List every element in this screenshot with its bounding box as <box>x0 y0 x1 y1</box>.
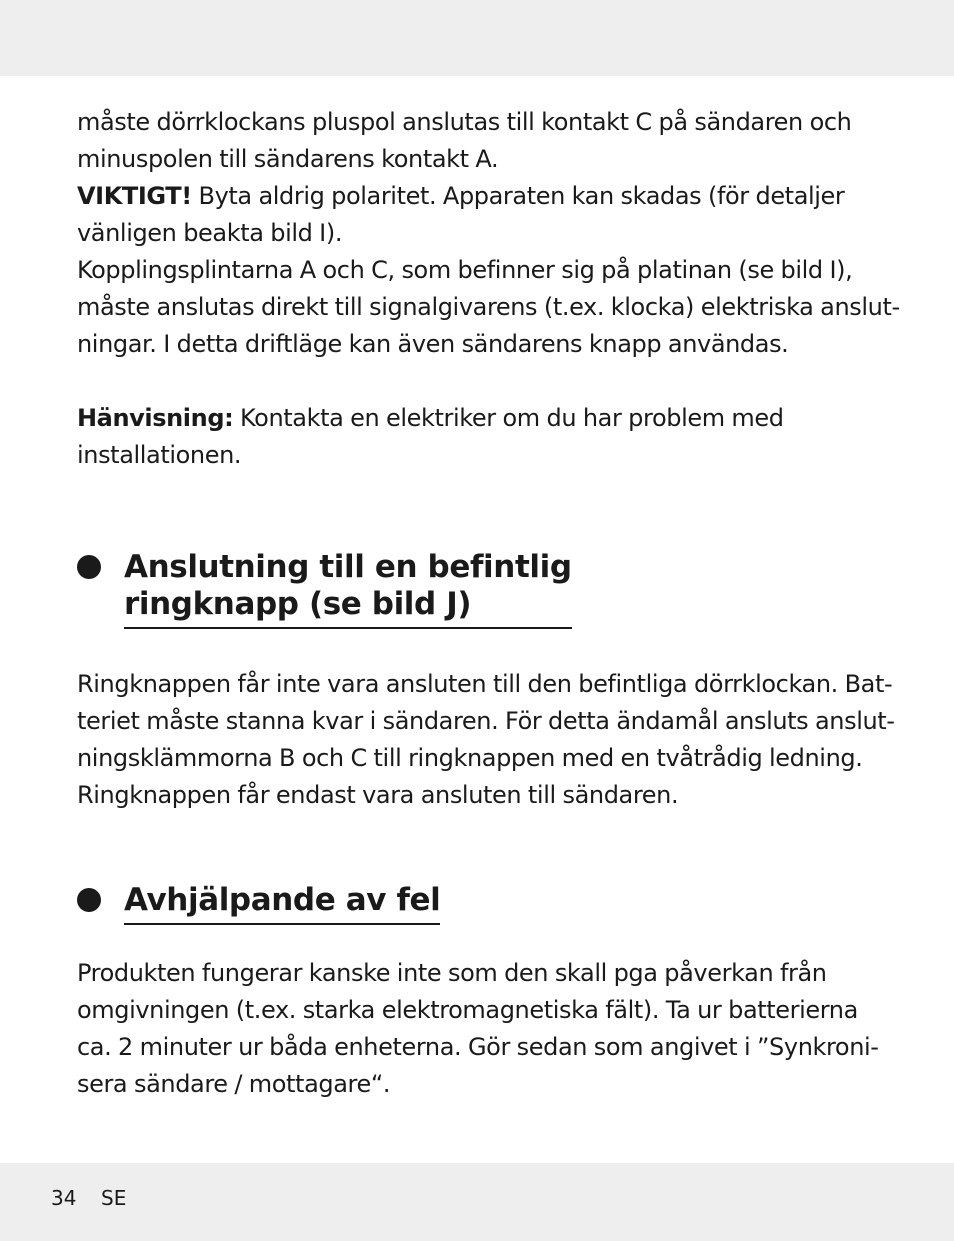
page-content <box>77 104 900 1103</box>
text-line: Ringknappen får inte vara ansluten till den befintliga dörrklockan. Bat- <box>77 670 893 698</box>
spacer <box>77 925 897 955</box>
text-line: ningar. I detta driftläge kan även sändarens knapp användas. <box>77 330 789 358</box>
text-line: omgivningen (t.ex. starka elektromagnetiska fält). Ta ur batterierna <box>77 996 858 1024</box>
page-number: 34 <box>51 1186 77 1210</box>
header-band <box>0 0 954 76</box>
text-line: måste dörrklockans pluspol anslutas till kontakt C på sändaren och <box>77 108 852 136</box>
text-line: Kopplingsplintarna A och C, som befinner sig på platinan (se bild I), <box>77 256 853 284</box>
section-heading <box>124 549 572 629</box>
heading-line: Anslutning till en befintlig <box>124 549 572 585</box>
text-line: vänligen beakta bild I). <box>77 219 343 247</box>
text-line: minuspolen till sändarens kontakt A. <box>77 145 499 173</box>
text-line: måste anslutas direkt till signalgivarens (t.ex. klocka) elektriska anslut- <box>77 293 900 321</box>
spacer <box>77 474 897 549</box>
section-existing-bell-button <box>77 549 897 629</box>
note-line <box>77 400 897 437</box>
note-paragraph <box>77 400 897 474</box>
text-line: teriet måste stanna kvar i sändaren. För detta ändamål ansluts anslut- <box>77 707 895 735</box>
section-body <box>77 955 897 1103</box>
footer-band <box>0 1163 954 1241</box>
spacer <box>77 814 897 882</box>
text-line: Ringknappen får endast vara ansluten till sändaren. <box>77 781 679 809</box>
note-label: Hänvisning: <box>77 404 234 432</box>
intro-paragraph <box>77 104 900 363</box>
bullet-icon <box>77 888 101 912</box>
text-line: Produkten fungerar kanske inte som den skall pga påverkan från <box>77 959 827 987</box>
spacer <box>77 629 897 666</box>
text-line: ca. 2 minuter ur båda enheterna. Gör sedan som angivet i ”Synkroni- <box>77 1033 879 1061</box>
spacer <box>77 363 897 400</box>
warning-line <box>77 178 897 215</box>
warning-label: VIKTIGT! <box>77 182 192 210</box>
text-line: ningsklämmorna B och C till ringknappen med en tvåtrådig ledning. <box>77 744 863 772</box>
section-body <box>77 666 897 814</box>
heading-line: ringknapp (se bild J) <box>124 586 472 622</box>
text-line: installationen. <box>77 441 242 469</box>
text-line: sera sändare / mottagare“. <box>77 1070 391 1098</box>
heading-line: Avhjälpande av fel <box>124 882 441 918</box>
bullet-icon <box>77 555 101 579</box>
note-text: Kontakta en elektriker om du har problem med <box>233 404 784 432</box>
section-troubleshooting <box>77 882 897 925</box>
warning-text: Byta aldrig polaritet. Apparaten kan skadas (för detaljer <box>191 182 845 210</box>
section-heading <box>124 882 440 925</box>
language-code: SE <box>101 1186 127 1210</box>
